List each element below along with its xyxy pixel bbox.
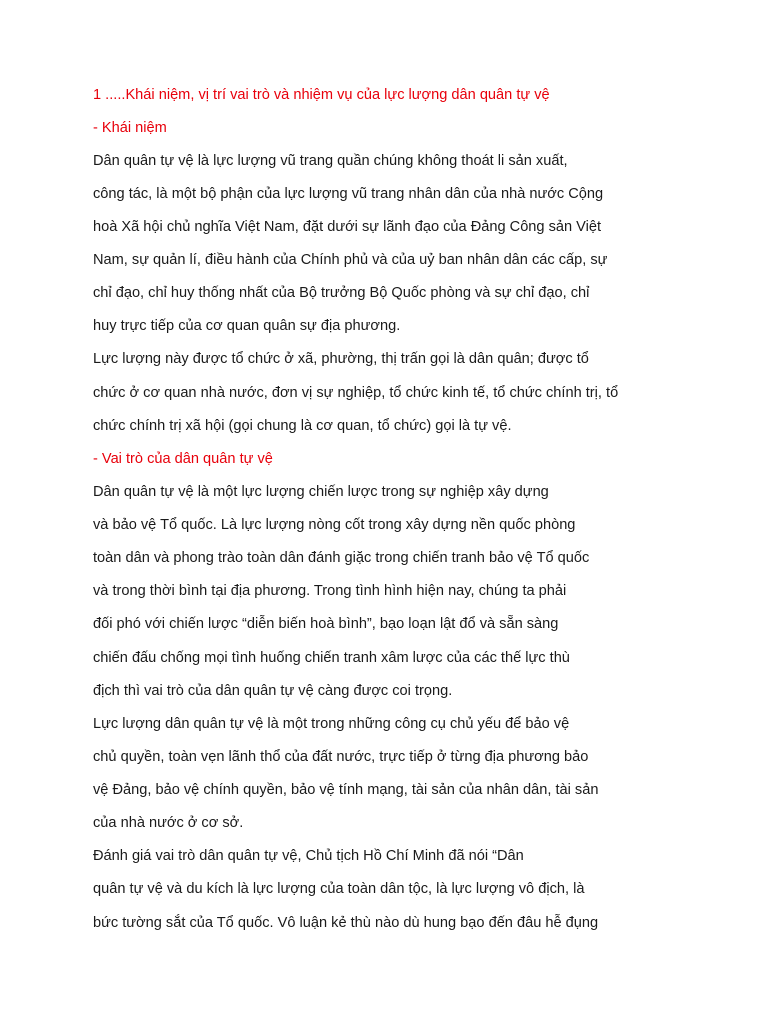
paragraph-line: Dân quân tự vệ là lực lượng vũ trang quần chúng không thoát li sản xuất, — [93, 153, 568, 169]
subheading-khai-niem: - Khái niệm — [93, 120, 167, 136]
paragraph-line: và trong thời bình tại địa phương. Trong tình hình hiện nay, chúng ta phải — [93, 583, 567, 599]
paragraph-line: địch thì vai trò của dân quân tự vệ càng được coi trọng. — [93, 683, 453, 699]
paragraph-line: chức ở cơ quan nhà nước, đơn vị sự nghiệp, tổ chức kinh tế, tổ chức chính trị, tổ — [93, 385, 619, 401]
paragraph-line: chức chính trị xã hội (gọi chung là cơ quan, tổ chức) gọi là tự vệ. — [93, 418, 512, 434]
paragraph-line: đối phó với chiến lược “diễn biến hoà bình”, bạo loạn lật đổ và sẵn sàng — [93, 616, 559, 632]
paragraph-line: Lực lượng này được tổ chức ở xã, phường, thị trấn gọi là dân quân; được tổ — [93, 351, 589, 367]
heading-section-1: 1 .....Khái niệm, vị trí vai trò và nhiệm vụ của lực lượng dân quân tự vệ — [93, 87, 550, 103]
paragraph-line: vệ Đảng, bảo vệ chính quyền, bảo vệ tính mạng, tài sản của nhân dân, tài sản — [93, 782, 599, 798]
paragraph-line: của nhà nước ở cơ sở. — [93, 815, 244, 831]
paragraph-line: Nam, sự quản lí, điều hành của Chính phủ và của uỷ ban nhân dân các cấp, sự — [93, 252, 608, 268]
paragraph-line: và bảo vệ Tổ quốc. Là lực lượng nòng cốt trong xây dựng nền quốc phòng — [93, 517, 576, 533]
paragraph-line: hoà Xã hội chủ nghĩa Việt Nam, đặt dưới sự lãnh đạo của Đảng Công sản Việt — [93, 219, 602, 235]
subheading-vai-tro: - Vai trò của dân quân tự vệ — [93, 451, 273, 467]
paragraph-line: chủ quyền, toàn vẹn lãnh thổ của đất nước, trực tiếp ở từng địa phương bảo — [93, 749, 589, 765]
paragraph-line: công tác, là một bộ phận của lực lượng vũ trang nhân dân của nhà nước Cộng — [93, 186, 604, 202]
paragraph-line: huy trực tiếp của cơ quan quân sự địa phương. — [93, 318, 401, 334]
paragraph-line: Dân quân tự vệ là một lực lượng chiến lược trong sự nghiệp xây dựng — [93, 484, 549, 500]
paragraph-line: quân tự vệ và du kích là lực lượng của toàn dân tộc, là lực lượng vô địch, là — [93, 881, 585, 897]
paragraph-line: bức tường sắt của Tổ quốc. Vô luận kẻ thù nào dù hung bạo đến đâu hễ đụng — [93, 915, 599, 931]
paragraph-line: toàn dân và phong trào toàn dân đánh giặc trong chiến tranh bảo vệ Tổ quốc — [93, 550, 590, 566]
paragraph-line: chỉ đạo, chỉ huy thống nhất của Bộ trưởng Bộ Quốc phòng và sự chỉ đạo, chỉ — [93, 285, 590, 301]
paragraph-line: chiến đấu chống mọi tình huống chiến tranh xâm lược của các thế lực thù — [93, 650, 570, 666]
paragraph-line: Đánh giá vai trò dân quân tự vệ, Chủ tịch Hồ Chí Minh đã nói “Dân — [93, 848, 524, 864]
paragraph-line: Lực lượng dân quân tự vệ là một trong những công cụ chủ yếu để bảo vệ — [93, 716, 570, 732]
